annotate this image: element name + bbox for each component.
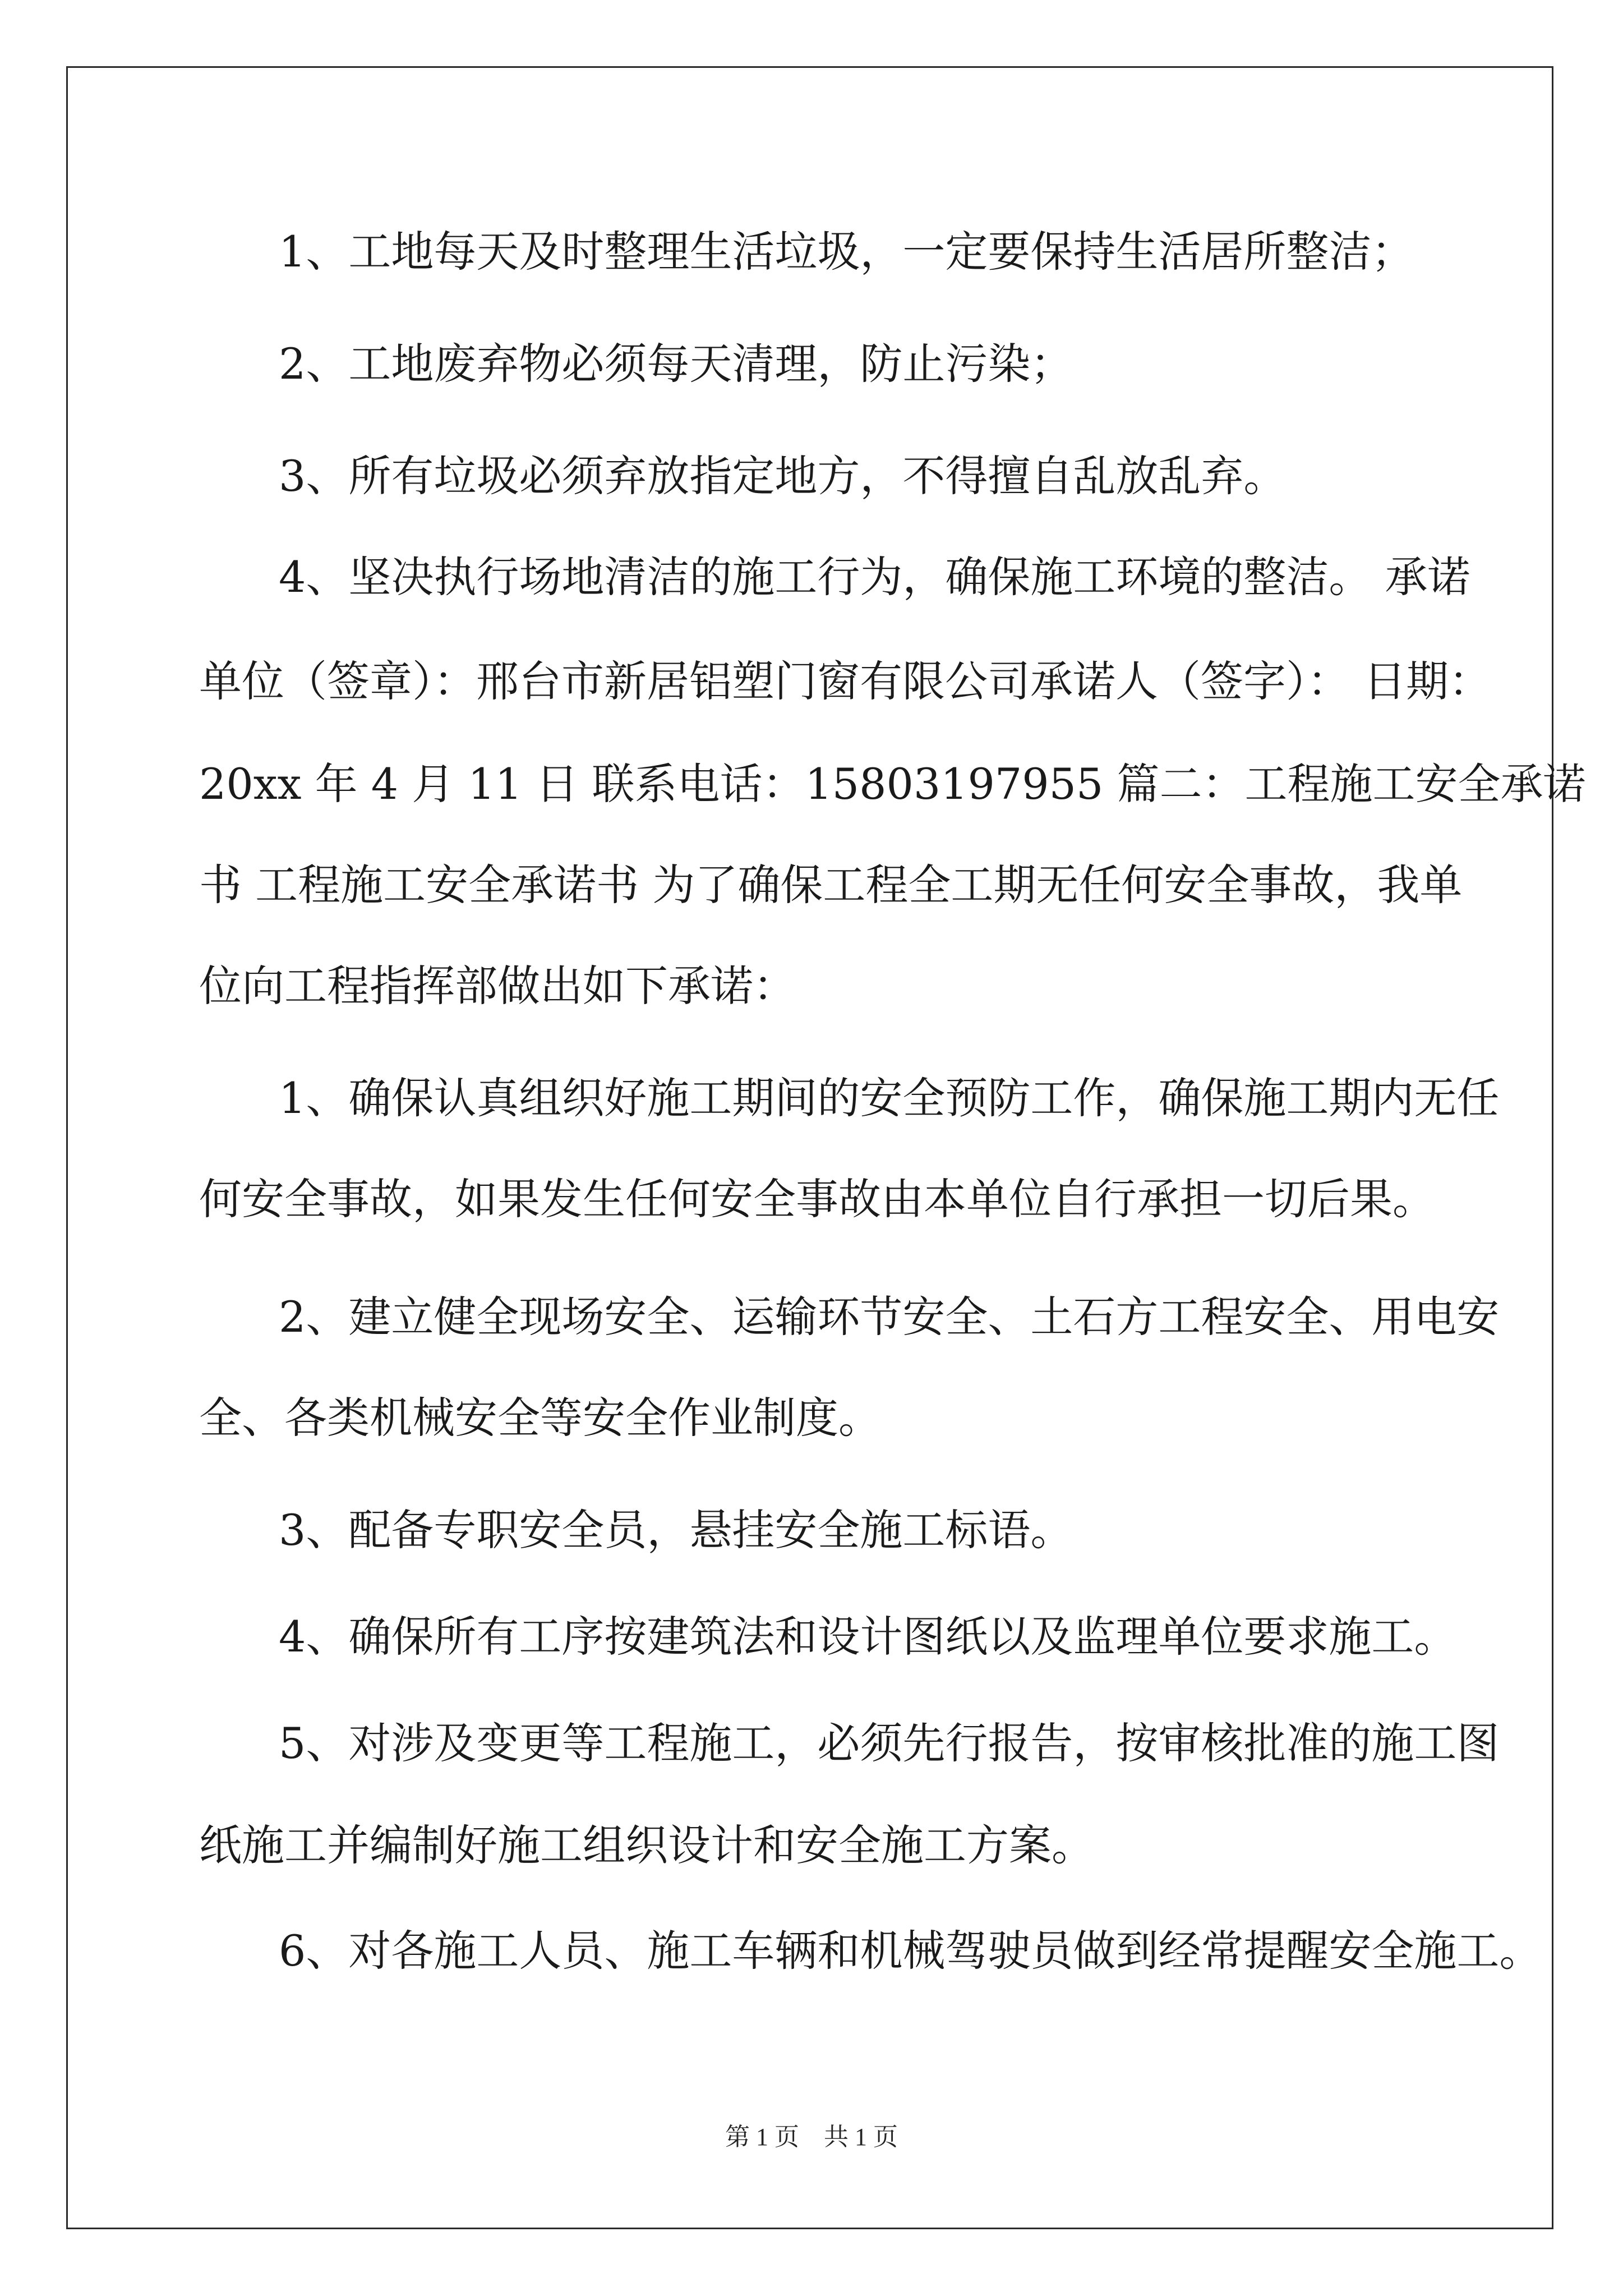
line-text: 何安全事故，如果发生任何安全事故由本单位自行承担一切后果。 (199, 1174, 1435, 1224)
line-text: 书 工程施工安全承诺书 为了确保工程全工期无任何安全事故，我单 (199, 860, 1463, 910)
line-11 (0, 1261, 1623, 1373)
line-14 (0, 1581, 1623, 1693)
line-text: 4、确保所有工序按建筑法和设计图纸以及监理单位要求施工。 (279, 1612, 1457, 1662)
line-2 (0, 308, 1623, 420)
line-9 (0, 1042, 1623, 1154)
line-text: 20xx 年 4 月 11 日 联系电话：15803197955 篇二：工程施工安全承诺 (199, 759, 1586, 809)
line-4 (0, 521, 1623, 633)
line-text: 2、建立健全现场安全、运输环节安全、土石方工程安全、用电安 (279, 1292, 1500, 1342)
line-text: 1、工地每天及时整理生活垃圾，一定要保持生活居所整洁； (279, 227, 1414, 277)
line-12 (0, 1362, 1623, 1474)
line-16 (0, 1789, 1623, 1902)
line-15 (0, 1687, 1623, 1800)
line-text: 位向工程指挥部做出如下承诺： (199, 961, 796, 1011)
line-text: 1、确保认真组织好施工期间的安全预防工作，确保施工期内无任 (279, 1073, 1500, 1123)
line-text: 单位（签章）：邢台市新居铝塑门窗有限公司承诺人（签字）： 日期： (199, 656, 1492, 706)
page-number-footer: 第 1 页 共 1 页 (725, 2123, 898, 2151)
line-3 (0, 420, 1623, 532)
line-text: 3、配备专职安全员，悬挂安全施工标语。 (279, 1505, 1073, 1555)
line-17 (0, 1895, 1623, 2007)
line-7 (0, 829, 1623, 941)
line-5 (0, 625, 1623, 738)
line-text: 4、坚决执行场地清洁的施工行为，确保施工环境的整洁。 承诺 (279, 552, 1470, 602)
line-text: 全、各类机械安全等安全作业制度。 (199, 1393, 881, 1443)
line-1 (0, 196, 1623, 308)
line-text: 3、所有垃圾必须弃放指定地方，不得擅自乱放乱弃。 (279, 451, 1287, 501)
line-10 (0, 1143, 1623, 1255)
line-text: 5、对涉及变更等工程施工，必须先行报告，按审核批准的施工图 (279, 1718, 1500, 1768)
line-13 (0, 1474, 1623, 1586)
line-text: 2、工地废弃物必须每天清理，防止污染； (279, 339, 1073, 389)
line-6 (0, 728, 1623, 840)
line-text: 6、对各施工人员、施工车辆和机械驾驶员做到经常提醒安全施工。 (279, 1926, 1542, 1976)
line-text: 纸施工并编制好施工组织设计和安全施工方案。 (199, 1820, 1094, 1870)
line-8 (0, 930, 1623, 1042)
